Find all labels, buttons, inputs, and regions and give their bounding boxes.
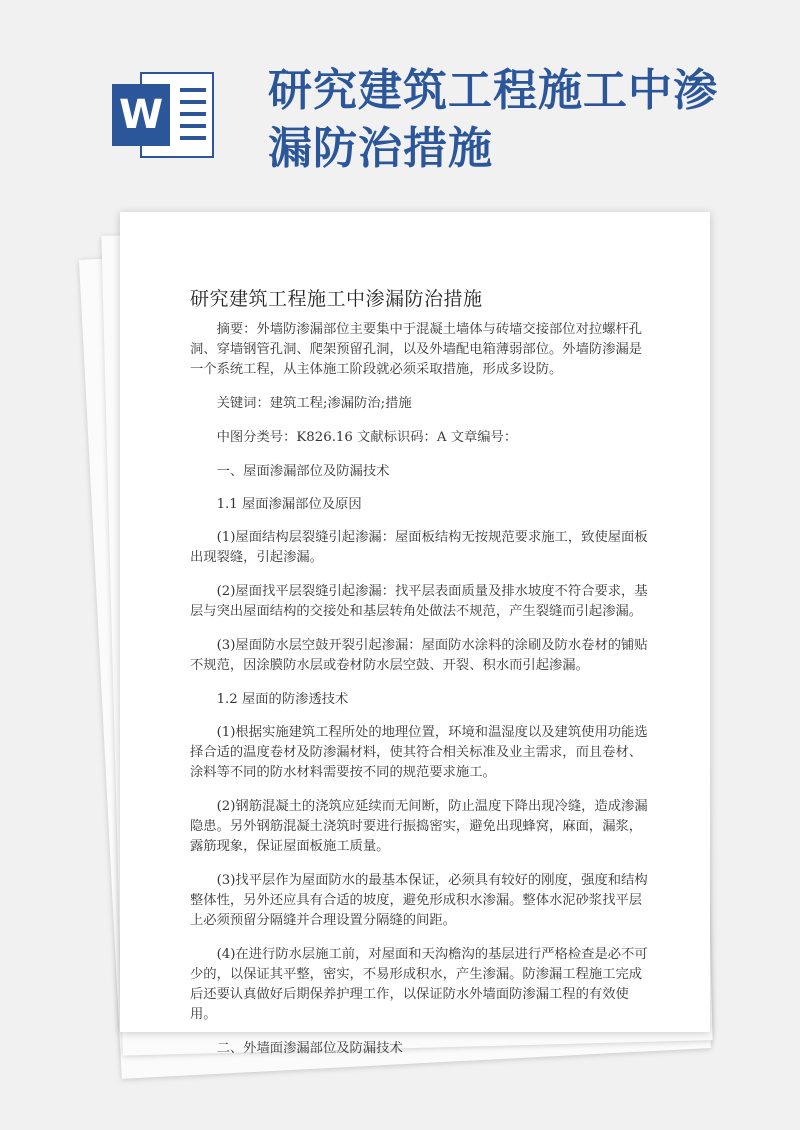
body-paragraph: (1)屋面结构层裂缝引起渗漏：屋面板结构无按规范要求施工，致使屋面板出现裂缝，引起渗漏。 xyxy=(190,530,648,565)
document-body xyxy=(190,320,652,1072)
abstract-paragraph: 摘要：外墙防渗漏部位主要集中于混凝土墙体与砖墙交接部位对拉螺杆孔洞、穿墙钢管孔洞、爬架预留孔洞，以及外墙配电箱薄弱部位。外墙防渗漏是一个系统工程，从主体施工阶段就必须采取措施，形成多设防。 xyxy=(190,322,643,377)
subsection-heading: 1.1 屋面渗漏部位及原因 xyxy=(216,497,362,512)
section-heading: 二、外墙面渗漏部位及防漏技术 xyxy=(216,1041,403,1056)
text-line-icon xyxy=(180,112,206,116)
word-logo-badge: W xyxy=(112,84,170,146)
body-paragraph: (3)找平层作为屋面防水的最基本保证，必须具有较好的刚度，强度和结构整体性，另外还应具有合适的坡度，避免形成积水渗漏。整体水泥砂浆找平层上必须预留分隔缝并合理设置分隔缝的间距。 xyxy=(190,873,648,928)
classification-line: 中图分类号：K826.16 文献标识码：A 文章编号： xyxy=(216,430,518,445)
section-heading: 一、屋面渗漏部位及防漏技术 xyxy=(216,464,390,479)
body-paragraph: (2)钢筋混凝土的浇筑应延续而无间断，防止温度下降出现冷缝，造成渗漏隐患。另外钢筋混凝土浇筑时要进行振捣密实，避免出现蜂窝，麻面，漏浆，露筋现象，保证屋面板施工质量。 xyxy=(190,799,648,854)
text-line-icon xyxy=(180,136,206,140)
body-paragraph: (1)根据实施建筑工程所处的地理位置，环境和温湿度以及建筑使用功能选择合适的温度卷材及防渗漏材料，使其符合相关标准及业主需求，而且卷材、涂料等不同的防水材料需要按不同的规范要求施工。 xyxy=(190,725,648,780)
subsection-heading: 1.2 屋面的防渗透技术 xyxy=(216,692,349,707)
body-paragraph: (4)在进行防水层施工前，对屋面和天沟檐沟的基层进行严格检查是必不可少的，以保证其平整，密实，不易形成积水，产生渗漏。防渗漏工程施工完成后还要认真做好后期保养护理工作，以保证防水外墙面防渗漏工程的有效使用。 xyxy=(190,947,648,1022)
body-paragraph: (2)屋面找平层裂缝引起渗漏：找平层表面质量及排水坡度不符合要求，基层与突出屋面结构的交接处和基层转角处做法不规范，产生裂缝而引起渗漏。 xyxy=(190,584,648,619)
document-title: 研究建筑工程施工中渗漏防治措施 xyxy=(190,288,483,310)
body-paragraph: (3)屋面防水层空鼓开裂引起渗漏：屋面防水涂料的涂刷及防水卷材的铺贴不规范，因涂膜防水层或卷材防水层空鼓、开裂、积水而引起渗漏。 xyxy=(190,638,648,673)
document-page xyxy=(120,212,710,1056)
word-document-icon xyxy=(112,70,216,160)
text-line-icon xyxy=(180,100,206,104)
keywords-line: 关键词：建筑工程;渗漏防治;措施 xyxy=(216,396,412,411)
text-line-icon xyxy=(180,124,206,128)
banner-title: 研究建筑工程施工中渗漏防治措施 xyxy=(268,65,718,174)
text-line-icon xyxy=(180,88,206,92)
